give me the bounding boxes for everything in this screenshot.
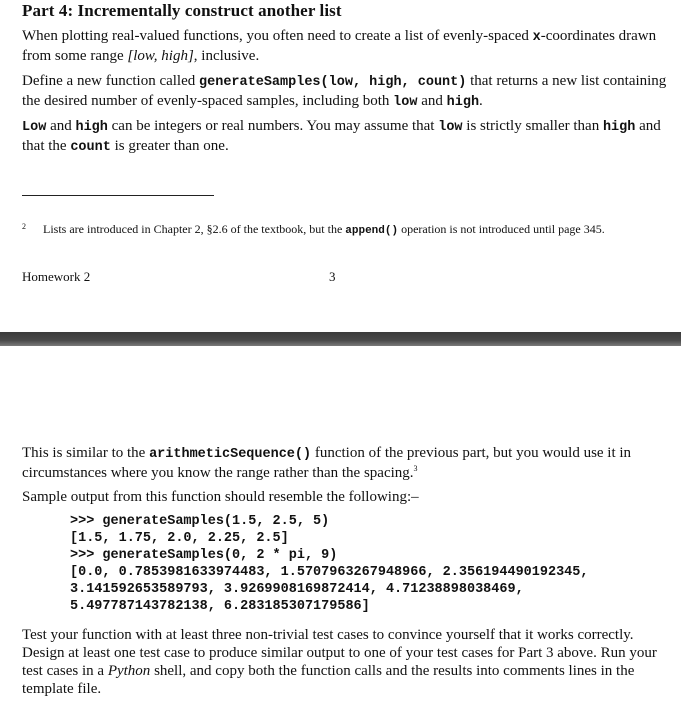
footnote: $^2$ Lists are introduced in Chapter 2, §2.6 of the textbook, but the append() operation is not introduced until page 345. xyxy=(22,222,605,237)
code-sample xyxy=(70,513,670,615)
page-number: 3 xyxy=(329,269,336,284)
footer-title: Homework 2 xyxy=(22,269,91,284)
section-heading: Part 4: Incrementally construct another list xyxy=(22,1,342,20)
code-line: [1.5, 1.75, 2.0, 2.25, 2.5] xyxy=(70,531,289,546)
paragraph-define: Define a new function called generateSamples(low, high, count) that returns a new list containing the desired number of evenly-spaced samples, including both low and high. xyxy=(22,73,667,110)
paragraph-intro: When plotting real-valued functions, you often need to create a list of evenly-spaced x-coordinates drawn from some range [low, high], inclusive. xyxy=(22,28,657,64)
paragraph-sample-output: Sample output from this function should resemble the following:– xyxy=(22,489,419,505)
paragraph-similar: This is similar to the arithmeticSequence() function of the previous part, but you would use it in circumstances where you know the range rather than the spacing.$^3$ xyxy=(22,445,632,481)
paragraph-test: Test your function with at least three non-trivial test cases to convince yourself that it works correctly. Design at least one test case to produce similar output to one of your test cases for Part 3 above. Run your test cases in a Python shell, and copy both the function calls and the results into comments lines in the template file. xyxy=(22,627,657,697)
code-line: [0.0, 0.7853981633974483, 1.5707963267948966, 2.356194490192345, xyxy=(70,565,589,580)
footnote-divider xyxy=(22,195,214,196)
page-3 xyxy=(0,0,681,332)
code-line: >>> generateSamples(1.5, 2.5, 5) xyxy=(70,514,330,529)
page-4 xyxy=(0,346,681,703)
paragraph-assumptions: Low and high can be integers or real numbers. You may assume that low is strictly smaller than high and that the count is greater than one. xyxy=(22,118,661,155)
code-line: 5.497787143782138, 6.283185307179586] xyxy=(70,599,370,614)
code-line: >>> generateSamples(0, 2 * pi, 9) xyxy=(70,548,338,563)
page-separator xyxy=(0,332,681,346)
code-line: 3.141592653589793, 3.9269908169872414, 4.71238898038469, xyxy=(70,582,524,597)
